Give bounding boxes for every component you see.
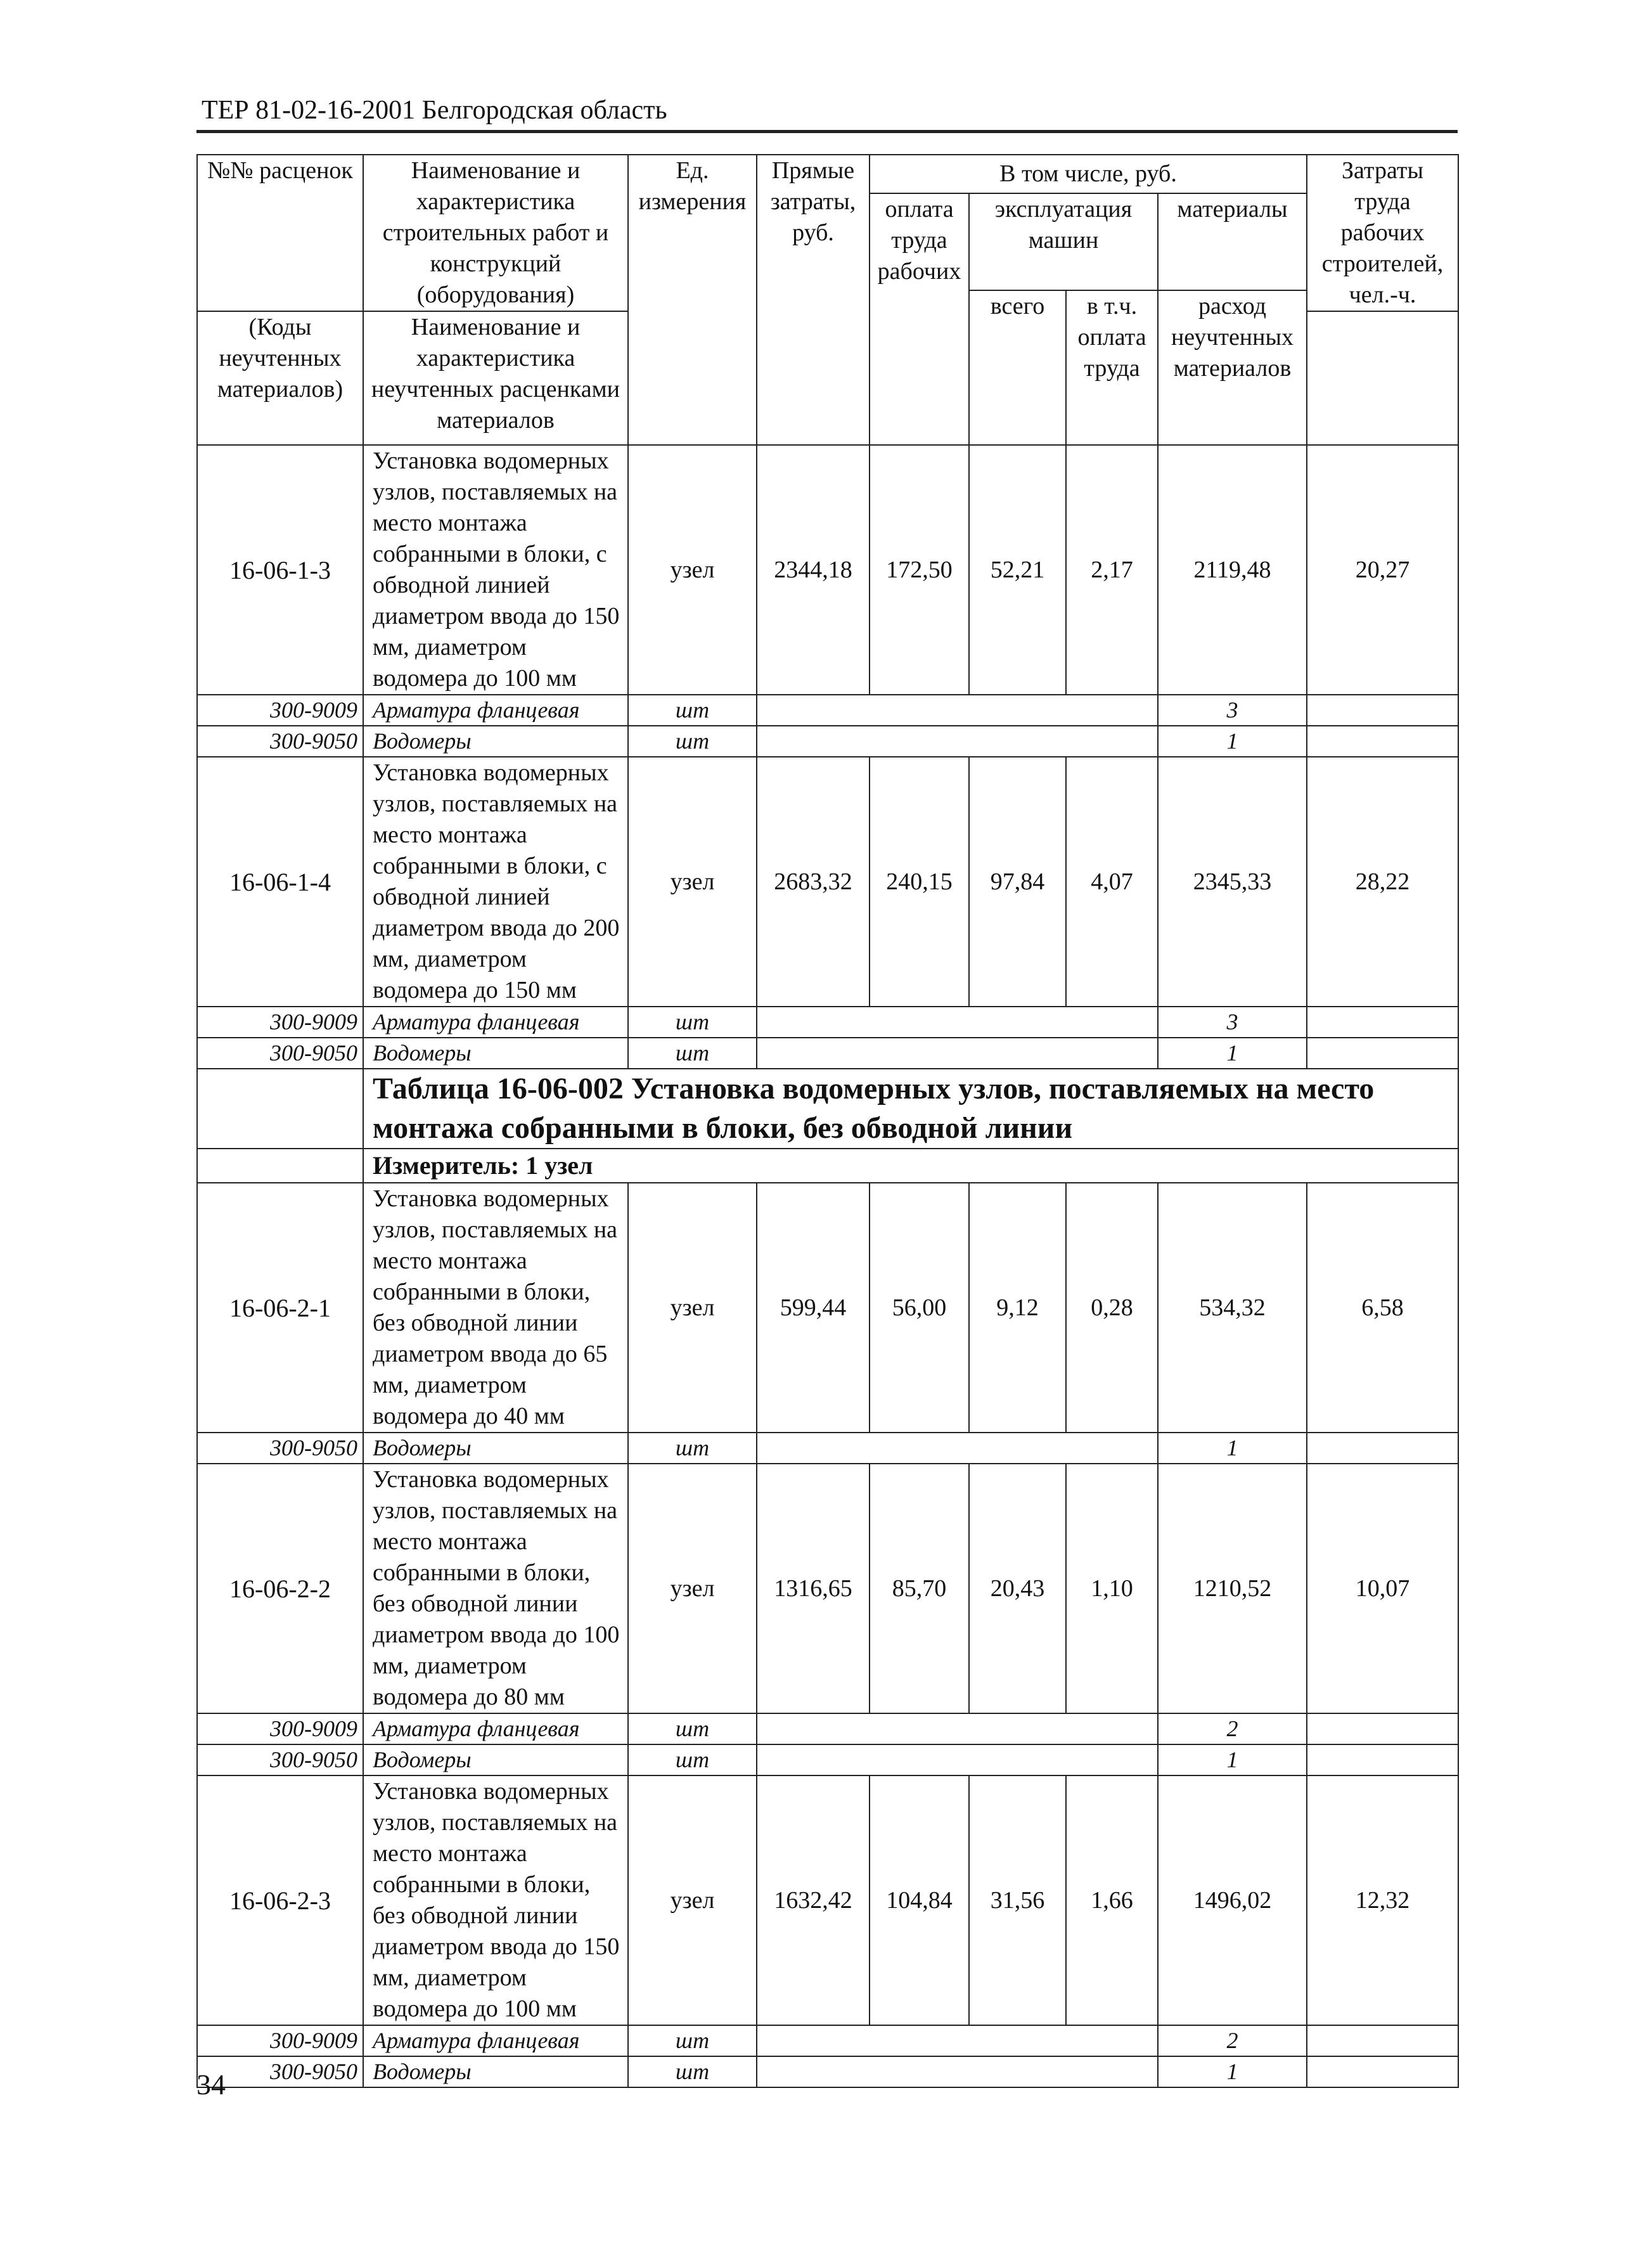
rate-mach-total: 52,21 xyxy=(969,445,1066,695)
rate-code: 16-06-2-2 xyxy=(197,1464,363,1713)
rate-code: 16-06-1-4 xyxy=(197,757,363,1007)
material-blank xyxy=(757,2056,1158,2087)
header-rule xyxy=(196,130,1458,133)
col-direct-header: Прямые затраты, руб. xyxy=(757,155,870,445)
rate-name: Установка водомерных узлов, поставляемых на место монтажа собранными в блоки, с обводной линией диаметром ввода до 150 мм, диаметром водомера до 100 мм xyxy=(363,445,628,695)
col-mach-wage-header: в т.ч. оплата труда xyxy=(1066,290,1158,445)
material-blank xyxy=(757,1038,1158,1069)
col-labor-header: Затраты труда рабочих строителей, чел.-ч. xyxy=(1307,155,1458,311)
material-labor-blank xyxy=(1307,695,1458,726)
material-labor-blank xyxy=(1307,1038,1458,1069)
table-title: Таблица 16-06-002 Установка водомерных узлов, поставляемых на место монтажа собранными в блоки, без обводной линии xyxy=(363,1069,1458,1149)
rate-labor: 10,07 xyxy=(1307,1464,1458,1713)
page-number: 34 xyxy=(196,2068,226,2101)
material-qty: 1 xyxy=(1158,1038,1307,1069)
col-machines-header: эксплуатация машин xyxy=(969,193,1158,290)
rate-labor: 6,58 xyxy=(1307,1183,1458,1433)
material-name: Арматура фланцевая xyxy=(363,2025,628,2056)
rate-row xyxy=(197,1464,1458,1713)
title-code-blank xyxy=(197,1069,363,1149)
rate-materials: 2345,33 xyxy=(1158,757,1307,1007)
rate-wage: 85,70 xyxy=(870,1464,969,1713)
rate-unit: узел xyxy=(628,1183,757,1433)
material-code: 300-9050 xyxy=(197,1038,363,1069)
material-code: 300-9050 xyxy=(197,1433,363,1464)
rate-mach-total: 97,84 xyxy=(969,757,1066,1007)
rate-row xyxy=(197,757,1458,1007)
rate-mach-wage: 4,07 xyxy=(1066,757,1158,1007)
material-code: 300-9009 xyxy=(197,1007,363,1038)
rate-labor: 12,32 xyxy=(1307,1775,1458,2025)
col-code2-header: (Коды неучтенных материалов) xyxy=(197,311,363,445)
rate-direct: 1632,42 xyxy=(757,1775,870,2025)
col-unit-header: Ед. измерения xyxy=(628,155,757,445)
rate-materials: 1210,52 xyxy=(1158,1464,1307,1713)
rate-name: Установка водомерных узлов, поставляемых на место монтажа собранными в блоки, без обводной линии диаметром ввода до 150 мм, диаметром водомера до 100 мм xyxy=(363,1775,628,2025)
material-code: 300-9009 xyxy=(197,2025,363,2056)
material-name: Водомеры xyxy=(363,1744,628,1775)
col-name2-header: Наименование и характеристика неучтенных расценками материалов xyxy=(363,311,628,445)
rate-mach-wage: 1,10 xyxy=(1066,1464,1158,1713)
rate-wage: 56,00 xyxy=(870,1183,969,1433)
table-meter: Измеритель: 1 узел xyxy=(363,1149,1458,1183)
rate-mach-total: 9,12 xyxy=(969,1183,1066,1433)
col-mat-unaccounted-header: расход неучтенных материалов xyxy=(1158,290,1307,445)
material-row xyxy=(197,1038,1458,1069)
material-labor-blank xyxy=(1307,1007,1458,1038)
material-unit: шт xyxy=(628,695,757,726)
material-code: 300-9050 xyxy=(197,2056,363,2087)
material-unit: шт xyxy=(628,2056,757,2087)
rate-code: 16-06-2-1 xyxy=(197,1183,363,1433)
meter-code-blank xyxy=(197,1149,363,1183)
rate-row xyxy=(197,1775,1458,2025)
material-name: Водомеры xyxy=(363,726,628,757)
rate-row xyxy=(197,445,1458,695)
material-labor-blank xyxy=(1307,1433,1458,1464)
material-unit: шт xyxy=(628,1433,757,1464)
material-blank xyxy=(757,1713,1158,1744)
material-row xyxy=(197,2056,1458,2087)
material-qty: 1 xyxy=(1158,1433,1307,1464)
material-row xyxy=(197,695,1458,726)
material-name: Водомеры xyxy=(363,1433,628,1464)
col-mach-total-header: всего xyxy=(969,290,1066,445)
rate-wage: 172,50 xyxy=(870,445,969,695)
material-unit: шт xyxy=(628,1007,757,1038)
rate-direct: 599,44 xyxy=(757,1183,870,1433)
material-code: 300-9009 xyxy=(197,695,363,726)
material-labor-blank xyxy=(1307,2056,1458,2087)
rates-table xyxy=(196,154,1459,2088)
rate-unit: узел xyxy=(628,757,757,1007)
material-row xyxy=(197,1433,1458,1464)
rate-materials: 1496,02 xyxy=(1158,1775,1307,2025)
material-blank xyxy=(757,1744,1158,1775)
rate-name: Установка водомерных узлов, поставляемых на место монтажа собранными в блоки, без обводной линии диаметром ввода до 65 мм, диаметром водомера до 40 мм xyxy=(363,1183,628,1433)
material-row xyxy=(197,2025,1458,2056)
material-qty: 1 xyxy=(1158,726,1307,757)
col-materials-header: материалы xyxy=(1158,193,1307,290)
rate-unit: узел xyxy=(628,445,757,695)
rate-wage: 104,84 xyxy=(870,1775,969,2025)
rate-direct: 2344,18 xyxy=(757,445,870,695)
material-row xyxy=(197,726,1458,757)
material-labor-blank xyxy=(1307,2025,1458,2056)
rate-row xyxy=(197,1183,1458,1433)
table-title-row xyxy=(197,1069,1458,1149)
material-name: Арматура фланцевая xyxy=(363,1007,628,1038)
material-name: Арматура фланцевая xyxy=(363,1713,628,1744)
material-blank xyxy=(757,695,1158,726)
meter-row xyxy=(197,1149,1458,1183)
rate-mach-wage: 2,17 xyxy=(1066,445,1158,695)
material-unit: шт xyxy=(628,2025,757,2056)
rate-materials: 2119,48 xyxy=(1158,445,1307,695)
col-wage-header: оплата труда рабочих xyxy=(870,193,969,445)
material-code: 300-9009 xyxy=(197,1713,363,1744)
rate-direct: 1316,65 xyxy=(757,1464,870,1713)
page-header: ТЕР 81-02-16-2001 Белгородская область xyxy=(202,96,667,125)
rate-wage: 240,15 xyxy=(870,757,969,1007)
rate-unit: узел xyxy=(628,1464,757,1713)
material-row xyxy=(197,1713,1458,1744)
material-qty: 1 xyxy=(1158,2056,1307,2087)
material-qty: 1 xyxy=(1158,1744,1307,1775)
col-incl-header: В том числе, руб. xyxy=(870,155,1307,193)
material-labor-blank xyxy=(1307,1744,1458,1775)
rate-code: 16-06-1-3 xyxy=(197,445,363,695)
material-unit: шт xyxy=(628,726,757,757)
material-code: 300-9050 xyxy=(197,726,363,757)
material-name: Арматура фланцевая xyxy=(363,695,628,726)
material-unit: шт xyxy=(628,1744,757,1775)
col-name-header: Наименование и характеристика строительных работ и конструкций (оборудования) xyxy=(363,155,628,311)
rate-mach-total: 31,56 xyxy=(969,1775,1066,2025)
material-name: Водомеры xyxy=(363,2056,628,2087)
rate-code: 16-06-2-3 xyxy=(197,1775,363,2025)
rate-labor: 28,22 xyxy=(1307,757,1458,1007)
rate-mach-wage: 0,28 xyxy=(1066,1183,1158,1433)
material-unit: шт xyxy=(628,1713,757,1744)
material-name: Водомеры xyxy=(363,1038,628,1069)
material-code: 300-9050 xyxy=(197,1744,363,1775)
material-qty: 3 xyxy=(1158,1007,1307,1038)
material-unit: шт xyxy=(628,1038,757,1069)
material-blank xyxy=(757,726,1158,757)
col-code-header: №№ расценок xyxy=(197,155,363,311)
material-blank xyxy=(757,1007,1158,1038)
rate-direct: 2683,32 xyxy=(757,757,870,1007)
material-qty: 2 xyxy=(1158,1713,1307,1744)
rate-mach-wage: 1,66 xyxy=(1066,1775,1158,2025)
material-labor-blank xyxy=(1307,726,1458,757)
material-qty: 3 xyxy=(1158,695,1307,726)
rate-unit: узел xyxy=(628,1775,757,2025)
rate-name: Установка водомерных узлов, поставляемых на место монтажа собранными в блоки, с обводной линией диаметром ввода до 200 мм, диаметром водомера до 150 мм xyxy=(363,757,628,1007)
rate-labor: 20,27 xyxy=(1307,445,1458,695)
material-labor-blank xyxy=(1307,1713,1458,1744)
material-qty: 2 xyxy=(1158,2025,1307,2056)
material-row xyxy=(197,1007,1458,1038)
rate-materials: 534,32 xyxy=(1158,1183,1307,1433)
rate-mach-total: 20,43 xyxy=(969,1464,1066,1713)
material-blank xyxy=(757,2025,1158,2056)
material-blank xyxy=(757,1433,1158,1464)
rate-name: Установка водомерных узлов, поставляемых на место монтажа собранными в блоки, без обводной линии диаметром ввода до 100 мм, диаметром водомера до 80 мм xyxy=(363,1464,628,1713)
col-labor-blank xyxy=(1307,311,1458,445)
material-row xyxy=(197,1744,1458,1775)
